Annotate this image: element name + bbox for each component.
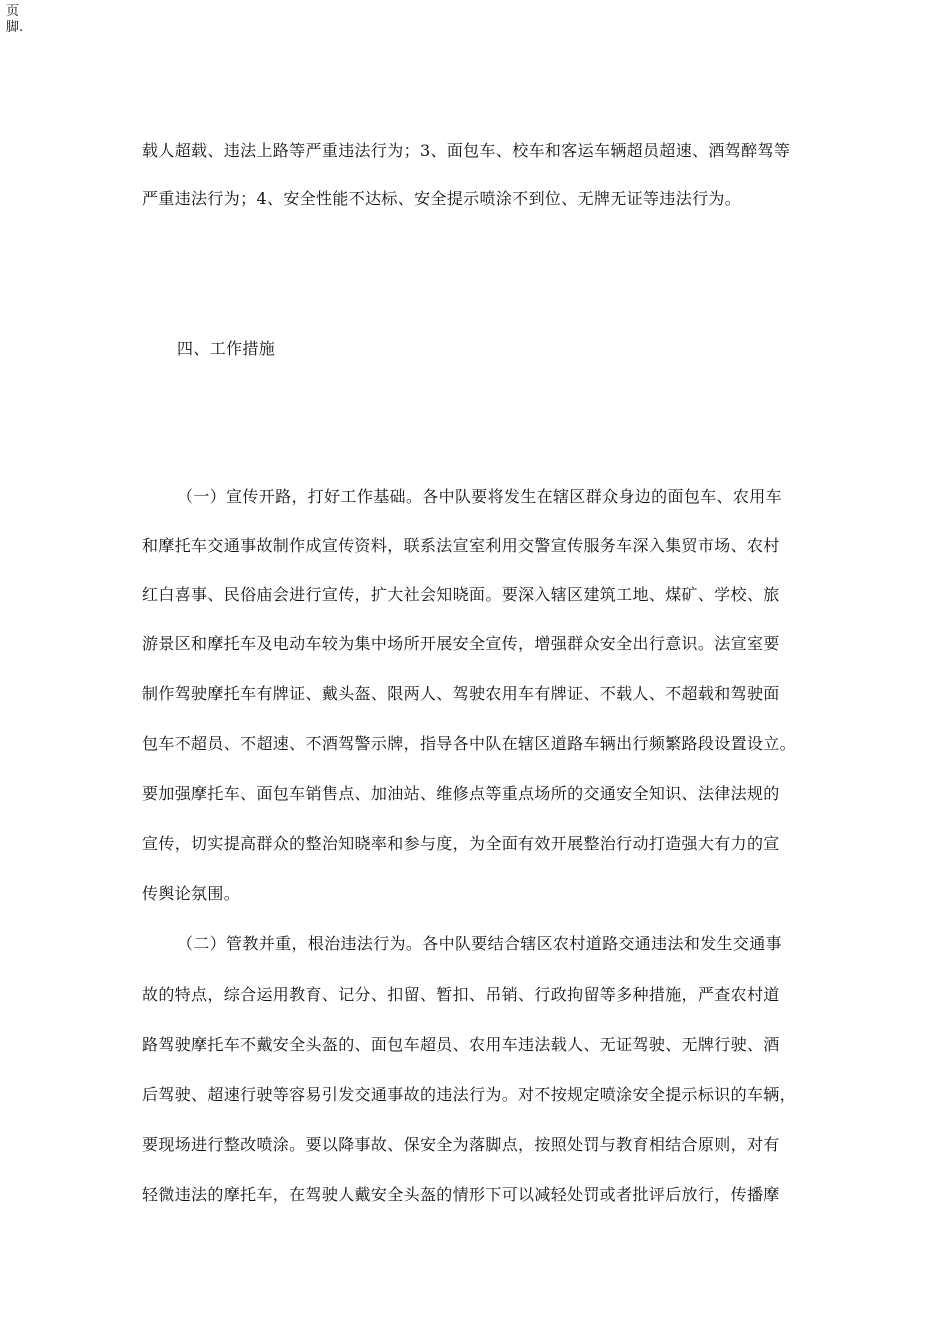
- paragraph1-line-8: 宣传，切实提高群众的整治知晓率和参与度，为全面有效开展整治行动打造强大有力的宣: [142, 834, 780, 853]
- paragraph1-line-2: 和摩托车交通事故制作成宣传资料，联系法宣室利用交警宣传服务车深入集贸市场、农村: [142, 536, 780, 555]
- footer-line-2: 脚.: [6, 20, 24, 35]
- paragraph2-line-3: 路驾驶摩托车不戴安全头盔的、面包车超员、农用车违法载人、无证驾驶、无牌行驶、酒: [142, 1035, 780, 1054]
- paragraph1-line-3: 红白喜事、民俗庙会进行宣传，扩大社会知晓面。要深入辖区建筑工地、煤矿、学校、旅: [142, 585, 780, 604]
- intro-line-2: 严重违法行为；4、安全性能不达标、安全提示喷涂不到位、无牌无证等违法行为。: [142, 189, 742, 208]
- paragraph2-line-5: 要现场进行整改喷涂。要以降事故、保安全为落脚点，按照处罚与教育相结合原则，对有: [142, 1135, 780, 1154]
- paragraph1-line-6: 包车不超员、不超速、不酒驾警示牌，指导各中队在辖区道路车辆出行频繁路段设置设立。: [142, 734, 797, 753]
- paragraph2-line-1: （二）管教并重，根治违法行为。各中队要结合辖区农村道路交通违法和发生交通事: [177, 934, 782, 953]
- paragraph2-line-6: 轻微违法的摩托车，在驾驶人戴安全头盔的情形下可以减轻处罚或者批评后放行，传播摩: [142, 1185, 780, 1204]
- paragraph1-line-5: 制作驾驶摩托车有牌证、戴头盔、限两人、驾驶农用车有牌证、不载人、不超载和驾驶面: [142, 684, 780, 703]
- paragraph1-line-7: 要加强摩托车、面包车销售点、加油站、维修点等重点场所的交通安全知识、法律法规的: [142, 784, 780, 803]
- paragraph1-line-1: （一）宣传开路，打好工作基础。各中队要将发生在辖区群众身边的面包车、农用车: [177, 487, 782, 506]
- intro-line-1: 载人超载、违法上路等严重违法行为；3、面包车、校车和客运车辆超员超速、酒驾醉驾等: [142, 141, 791, 160]
- paragraph1-line-4: 游景区和摩托车及电动车较为集中场所开展安全宣传，增强群众安全出行意识。法宣室要: [142, 634, 780, 653]
- section-heading: 四、工作措施: [177, 339, 276, 358]
- paragraph2-line-2: 故的特点，综合运用教育、记分、扣留、暂扣、吊销、行政拘留等多种措施，严查农村道: [142, 985, 780, 1004]
- paragraph1-line-9: 传舆论氛围。: [142, 884, 241, 903]
- paragraph2-line-4: 后驾驶、超速行驶等容易引发交通事故的违法行为。对不按规定喷涂安全提示标识的车辆，: [142, 1085, 797, 1104]
- footer-line-1: 页: [6, 4, 20, 19]
- page-footer-label: [6, 4, 26, 36]
